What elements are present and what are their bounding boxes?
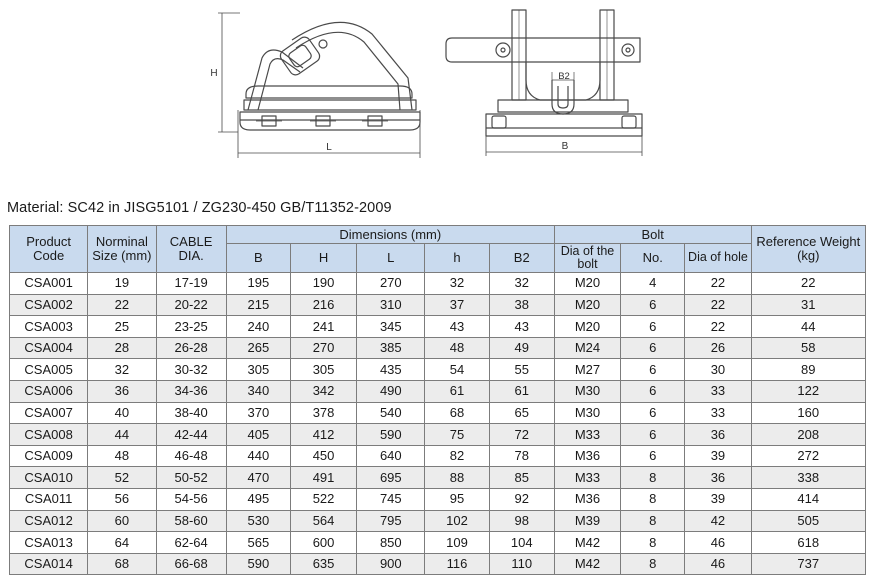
cell-b: 530 [226,510,290,532]
cell-cable-dia: 34-36 [156,380,226,402]
cell-hole-dia: 30 [685,359,751,381]
cell-l: 540 [357,402,425,424]
cell-product-code: CSA001 [10,273,88,295]
cell-l: 310 [357,294,425,316]
cell-reference-weight: 160 [751,402,865,424]
cell-h-lower: 32 [425,273,489,295]
cell-l: 345 [357,316,425,338]
header-h-lower: h [425,244,489,273]
cell-bolt-dia: M24 [554,337,620,359]
header-hole-dia: Dia of hole [685,244,751,273]
cell-b: 340 [226,380,290,402]
cell-bolt-no: 6 [621,424,685,446]
cell-nominal-size: 28 [88,337,156,359]
header-b: B [226,244,290,273]
header-l: L [357,244,425,273]
material-note: Material: SC42 in JISG5101 / ZG230-450 GB/T11352-2009 [7,200,392,216]
cell-product-code: CSA011 [10,488,88,510]
cell-b2: 78 [489,445,554,467]
cell-h-lower: 75 [425,424,489,446]
cell-h-upper: 564 [290,510,356,532]
cell-cable-dia: 66-68 [156,553,226,575]
dimension-b2-label: B2 [558,71,570,82]
cell-l: 490 [357,380,425,402]
table-body [10,273,866,575]
table-row [10,337,866,359]
cell-bolt-dia: M42 [554,532,620,554]
header-h-upper: H [290,244,356,273]
cell-b: 195 [226,273,290,295]
cell-reference-weight: 505 [751,510,865,532]
cell-hole-dia: 33 [685,402,751,424]
cell-bolt-no: 6 [621,380,685,402]
cell-cable-dia: 38-40 [156,402,226,424]
cell-cable-dia: 17-19 [156,273,226,295]
cell-h-upper: 522 [290,488,356,510]
cell-b: 440 [226,445,290,467]
cell-h-upper: 216 [290,294,356,316]
cell-l: 745 [357,488,425,510]
table-row [10,424,866,446]
cell-l: 590 [357,424,425,446]
cell-h-lower: 102 [425,510,489,532]
cell-reference-weight: 122 [751,380,865,402]
cell-nominal-size: 64 [88,532,156,554]
header-nominal-size: Norminal Size (mm) [88,226,156,273]
cell-reference-weight: 737 [751,553,865,575]
cell-product-code: CSA006 [10,380,88,402]
dimension-h-label: H [210,68,218,79]
cell-b: 495 [226,488,290,510]
cell-bolt-no: 6 [621,316,685,338]
cell-cable-dia: 50-52 [156,467,226,489]
cell-cable-dia: 42-44 [156,424,226,446]
cell-bolt-no: 6 [621,359,685,381]
cell-bolt-no: 8 [621,467,685,489]
cell-reference-weight: 58 [751,337,865,359]
cell-h-lower: 37 [425,294,489,316]
table-header-row-1 [10,226,866,244]
cell-bolt-no: 6 [621,294,685,316]
cell-reference-weight: 31 [751,294,865,316]
cell-l: 435 [357,359,425,381]
cell-hole-dia: 39 [685,445,751,467]
cell-h-lower: 95 [425,488,489,510]
header-bolt-dia: Dia of the bolt [554,244,620,273]
cell-nominal-size: 52 [88,467,156,489]
cell-nominal-size: 44 [88,424,156,446]
cell-h-upper: 241 [290,316,356,338]
cell-product-code: CSA009 [10,445,88,467]
cell-h-lower: 48 [425,337,489,359]
cell-product-code: CSA014 [10,553,88,575]
cell-b2: 61 [489,380,554,402]
cell-nominal-size: 48 [88,445,156,467]
cell-h-upper: 600 [290,532,356,554]
header-dimensions: Dimensions (mm) [226,226,554,244]
cell-bolt-no: 8 [621,488,685,510]
header-product-code: Product Code [10,226,88,273]
cell-bolt-no: 8 [621,510,685,532]
cell-product-code: CSA010 [10,467,88,489]
cell-product-code: CSA013 [10,532,88,554]
cell-reference-weight: 89 [751,359,865,381]
cell-hole-dia: 39 [685,488,751,510]
table-row [10,294,866,316]
cell-b2: 85 [489,467,554,489]
table-row [10,273,866,295]
cell-b2: 55 [489,359,554,381]
cell-bolt-dia: M30 [554,380,620,402]
cell-b2: 92 [489,488,554,510]
cell-cable-dia: 20-22 [156,294,226,316]
cell-l: 850 [357,532,425,554]
cell-l: 270 [357,273,425,295]
cell-hole-dia: 26 [685,337,751,359]
cell-l: 640 [357,445,425,467]
cell-b2: 72 [489,424,554,446]
technical-drawings [0,0,875,190]
cell-hole-dia: 22 [685,294,751,316]
cell-hole-dia: 46 [685,532,751,554]
header-bolt: Bolt [554,226,751,244]
cell-b: 370 [226,402,290,424]
cell-l: 795 [357,510,425,532]
cell-reference-weight: 414 [751,488,865,510]
cell-product-code: CSA012 [10,510,88,532]
cell-bolt-no: 8 [621,553,685,575]
cell-b2: 65 [489,402,554,424]
dimension-l-label: L [326,142,332,153]
cell-nominal-size: 60 [88,510,156,532]
cell-b2: 110 [489,553,554,575]
table-row [10,359,866,381]
cell-bolt-dia: M20 [554,294,620,316]
cell-b: 590 [226,553,290,575]
cell-bolt-no: 6 [621,445,685,467]
cell-h-lower: 54 [425,359,489,381]
cell-h-lower: 82 [425,445,489,467]
cell-b2: 49 [489,337,554,359]
cell-cable-dia: 23-25 [156,316,226,338]
cell-nominal-size: 68 [88,553,156,575]
cell-hole-dia: 46 [685,553,751,575]
cell-h-upper: 305 [290,359,356,381]
specification-table [9,225,866,575]
cell-cable-dia: 26-28 [156,337,226,359]
cell-b2: 104 [489,532,554,554]
cell-h-upper: 412 [290,424,356,446]
cell-product-code: CSA007 [10,402,88,424]
table-row [10,445,866,467]
cell-h-upper: 190 [290,273,356,295]
side-view-drawing [0,0,440,190]
table-row [10,316,866,338]
header-reference-weight: Reference Weight (kg) [751,226,865,273]
cell-product-code: CSA008 [10,424,88,446]
cell-h-upper: 450 [290,445,356,467]
cell-cable-dia: 58-60 [156,510,226,532]
cell-h-lower: 68 [425,402,489,424]
table-row [10,532,866,554]
cell-reference-weight: 22 [751,273,865,295]
cell-nominal-size: 22 [88,294,156,316]
cell-l: 900 [357,553,425,575]
cell-h-lower: 43 [425,316,489,338]
cell-product-code: CSA005 [10,359,88,381]
table-row [10,402,866,424]
cell-bolt-dia: M39 [554,510,620,532]
dimension-b-label: B [561,141,569,152]
cell-nominal-size: 56 [88,488,156,510]
cell-l: 385 [357,337,425,359]
cell-h-lower: 88 [425,467,489,489]
cell-h-upper: 491 [290,467,356,489]
cell-bolt-no: 4 [621,273,685,295]
cell-nominal-size: 19 [88,273,156,295]
cell-reference-weight: 338 [751,467,865,489]
table-row [10,488,866,510]
cell-h-upper: 378 [290,402,356,424]
table-row [10,553,866,575]
cell-bolt-dia: M30 [554,402,620,424]
cell-nominal-size: 32 [88,359,156,381]
cell-hole-dia: 42 [685,510,751,532]
cell-bolt-dia: M20 [554,273,620,295]
cell-bolt-dia: M36 [554,488,620,510]
cell-reference-weight: 272 [751,445,865,467]
cell-bolt-dia: M33 [554,467,620,489]
cell-hole-dia: 36 [685,424,751,446]
cell-b: 215 [226,294,290,316]
cell-b2: 38 [489,294,554,316]
cell-product-code: CSA004 [10,337,88,359]
cell-bolt-no: 6 [621,337,685,359]
table-row [10,380,866,402]
cell-nominal-size: 25 [88,316,156,338]
cell-b: 565 [226,532,290,554]
cell-hole-dia: 33 [685,380,751,402]
table-row [10,510,866,532]
cell-h-upper: 342 [290,380,356,402]
cell-b2: 98 [489,510,554,532]
cell-bolt-no: 6 [621,402,685,424]
header-bolt-no: No. [621,244,685,273]
cell-cable-dia: 46-48 [156,445,226,467]
cell-bolt-dia: M27 [554,359,620,381]
cell-b2: 32 [489,273,554,295]
cell-h-lower: 116 [425,553,489,575]
cell-product-code: CSA002 [10,294,88,316]
cell-bolt-no: 8 [621,532,685,554]
cell-bolt-dia: M36 [554,445,620,467]
cell-reference-weight: 44 [751,316,865,338]
cell-hole-dia: 22 [685,316,751,338]
cell-b: 240 [226,316,290,338]
cell-l: 695 [357,467,425,489]
cell-b: 470 [226,467,290,489]
cell-h-upper: 270 [290,337,356,359]
cell-bolt-dia: M33 [554,424,620,446]
header-b2: B2 [489,244,554,273]
cell-hole-dia: 22 [685,273,751,295]
cell-cable-dia: 30-32 [156,359,226,381]
cell-hole-dia: 36 [685,467,751,489]
cell-reference-weight: 208 [751,424,865,446]
cell-b2: 43 [489,316,554,338]
cell-reference-weight: 618 [751,532,865,554]
cell-b: 305 [226,359,290,381]
cell-bolt-dia: M20 [554,316,620,338]
cell-cable-dia: 62-64 [156,532,226,554]
cell-cable-dia: 54-56 [156,488,226,510]
cell-b: 265 [226,337,290,359]
header-cable-dia: CABLE DIA. [156,226,226,273]
cell-nominal-size: 40 [88,402,156,424]
cell-h-lower: 109 [425,532,489,554]
table-row [10,467,866,489]
cell-h-upper: 635 [290,553,356,575]
cell-product-code: CSA003 [10,316,88,338]
cell-nominal-size: 36 [88,380,156,402]
cell-h-lower: 61 [425,380,489,402]
cell-b: 405 [226,424,290,446]
cell-bolt-dia: M42 [554,553,620,575]
